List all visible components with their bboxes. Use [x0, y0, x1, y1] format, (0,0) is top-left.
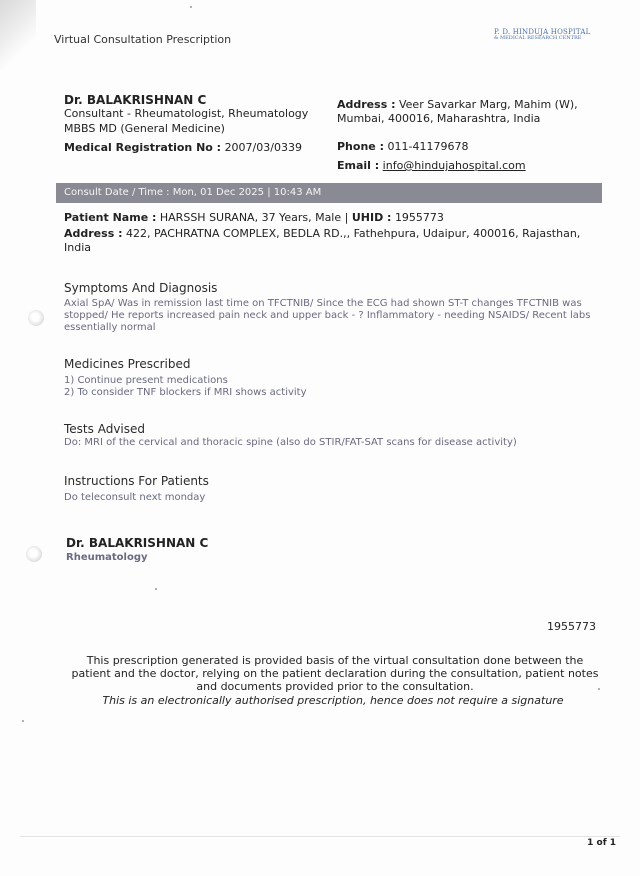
scan-speck	[155, 588, 157, 590]
symptoms-body: Axial SpA/ Was in remission last time on TFCTNIB/ Since the ECG had shown ST-T changes TFCTNIB was stopped/ He reports increased pain neck and upper back - ? Inflammatory - needing NSAIDS/ Recent labs essentially normal	[64, 298, 591, 333]
punch-hole	[26, 546, 42, 562]
doctor-name: Dr. BALAKRISHNAN C	[64, 93, 207, 107]
registration-label: Medical Registration No :	[64, 141, 222, 154]
hospital-logo	[494, 29, 604, 42]
medicines-heading: Medicines Prescribed	[64, 357, 191, 371]
patient-info	[64, 211, 444, 224]
instructions-body: Do teleconsult next monday	[64, 492, 206, 503]
punch-hole	[28, 310, 44, 326]
scan-speck	[22, 720, 24, 722]
page-number: 1 of 1	[587, 838, 616, 848]
tests-body: Do: MRI of the cervical and thoracic spine (also do STIR/FAT-SAT scans for disease activity)	[64, 437, 517, 448]
hospital-phone	[337, 140, 468, 153]
authorisation-note: This is an electronically authorised prescription, hence does not require a signature	[102, 694, 564, 707]
patient-address-label: Address :	[64, 227, 123, 240]
registration-value: 2007/03/0339	[224, 141, 302, 154]
hospital-address	[337, 98, 607, 126]
disclaimer-text: This prescription generated is provided basis of the virtual consultation done between the patient and the doctor, relying on the patient declaration during the consultation, patient notes and documents provided prior to the consultation.	[71, 654, 599, 693]
address-label: Address :	[337, 98, 396, 111]
address-value: Veer Savarkar Marg, Mahim (W), Mumbai, 400016, Maharashtra, India	[337, 98, 578, 125]
logo-line-1: P. D. HINDUJA HOSPITAL	[494, 28, 591, 36]
consult-datetime-bar: Consult Date / Time : Mon, 01 Dec 2025 | 10:43 AM	[56, 183, 602, 203]
patient-name-label: Patient Name :	[64, 211, 157, 224]
medicine-line-1: 1) Continue present medications	[64, 375, 228, 386]
scan-speck	[190, 6, 192, 8]
uhid-value: 1955773	[394, 211, 444, 224]
doctor-qualification: MBBS MD (General Medicine)	[64, 122, 225, 135]
footer-divider	[20, 836, 620, 837]
signature-department: Rheumatology	[66, 552, 148, 563]
document-title: Virtual Consultation Prescription	[54, 33, 232, 46]
patient-address-value: 422, PACHRATNA COMPLEX, BEDLA RD.,, Fathehpura, Udaipur, 400016, Rajasthan, India	[64, 227, 581, 254]
email-label: Email :	[337, 159, 380, 172]
instructions-heading: Instructions For Patients	[64, 474, 209, 488]
footer-uhid: 1955773	[547, 620, 596, 633]
uhid-label: UHID :	[351, 211, 392, 224]
logo-line-2: & MEDICAL RESEARCH CENTRE	[494, 35, 582, 42]
doctor-designation: Consultant - Rheumatologist, Rheumatology	[64, 107, 309, 120]
signature-doctor-name: Dr. BALAKRISHNAN C	[66, 536, 209, 550]
registration-number	[64, 141, 302, 154]
email-link[interactable]: info@hindujahospital.com	[382, 159, 526, 172]
phone-value: 011-41179678	[387, 140, 469, 153]
patient-name-value: HARSSH SURANA, 37 Years, Male |	[159, 211, 349, 224]
phone-label: Phone :	[337, 140, 384, 153]
patient-address	[64, 227, 604, 255]
tests-heading: Tests Advised	[64, 422, 145, 436]
symptoms-heading: Symptoms And Diagnosis	[64, 281, 218, 295]
page-fold-shadow	[0, 0, 36, 70]
medicine-line-2: 2) To consider TNF blockers if MRI shows activity	[64, 387, 307, 398]
hospital-email	[337, 159, 526, 172]
